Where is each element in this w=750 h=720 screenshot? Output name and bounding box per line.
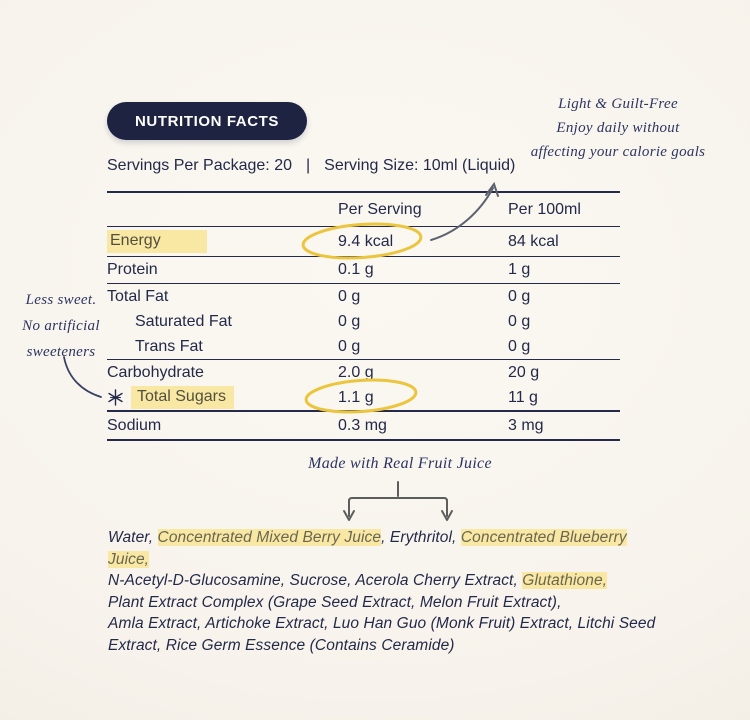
row-label-total-sugars: Total Sugars	[131, 386, 234, 409]
protein-per-serving: 0.1 g	[338, 261, 374, 278]
table-row	[107, 309, 620, 334]
note-line: No artificial	[22, 318, 100, 334]
ingredients-line	[108, 570, 656, 592]
table-header-row	[107, 193, 620, 227]
row-label-saturated-fat: Saturated Fat	[135, 312, 232, 330]
ingredient-highlighted: Concentrated Mixed Berry Juice	[157, 529, 382, 546]
total-fat-per-100ml: 0 g	[508, 287, 531, 305]
table-row	[107, 257, 620, 284]
total-sugars-per-serving: 1.1 g	[338, 388, 374, 406]
sodium-per-100ml: 3 mg	[508, 416, 544, 434]
column-header-per-100ml: Per 100ml	[508, 200, 581, 218]
trans-fat-per-serving: 0 g	[338, 337, 361, 355]
total-sugars-per-100ml: 11 g	[508, 388, 538, 406]
note-real-fruit-juice: Made with Real Fruit Juice	[308, 455, 492, 472]
saturated-fat-per-100ml: 0 g	[508, 312, 531, 330]
nutrition-facts-badge-label: NUTRITION FACTS	[135, 112, 279, 130]
sodium-per-serving: 0.3 mg	[338, 416, 387, 434]
note-line: Light & Guilt-Free	[558, 96, 678, 112]
serving-size: Serving Size: 10ml (Liquid)	[324, 157, 516, 174]
protein-per-100ml: 1 g	[508, 261, 531, 278]
row-label-sodium: Sodium	[107, 416, 162, 434]
note-line: Less sweet.	[25, 292, 97, 308]
row-label-protein: Protein	[107, 261, 158, 278]
ingredients-line	[108, 635, 656, 657]
table-row	[107, 360, 620, 385]
row-label-trans-fat: Trans Fat	[135, 337, 203, 355]
table-row	[107, 334, 620, 360]
table-row	[107, 385, 620, 412]
saturated-fat-per-serving: 0 g	[338, 312, 361, 330]
ingredient-text: Amla Extract, Artichoke Extract, Luo Han Guo (Monk Fruit) Extract, Litchi Seed	[108, 615, 656, 632]
serving-info-separator: |	[306, 157, 311, 174]
ingredient-highlighted: Glutathione,	[522, 572, 608, 589]
note-line: Enjoy daily without	[556, 120, 680, 136]
energy-per-100ml: 84 kcal	[508, 232, 559, 250]
ingredient-highlighted: Concentrated Blueberry Juice,	[108, 529, 627, 568]
ingredients-line	[108, 613, 656, 635]
row-label-total-fat: Total Fat	[107, 287, 169, 305]
servings-per-package: Servings Per Package: 20	[107, 157, 292, 174]
ingredients-line	[108, 592, 656, 614]
note-less-sweet	[10, 287, 112, 365]
asterisk-icon	[107, 389, 124, 406]
trans-fat-per-100ml: 0 g	[508, 337, 531, 355]
column-header-per-serving: Per Serving	[338, 200, 422, 218]
ingredients-line	[108, 527, 656, 570]
ingredients-list	[108, 527, 656, 656]
note-light-guilt-free	[498, 92, 738, 164]
note-line: affecting your calorie goals	[530, 144, 706, 160]
row-label-carbohydrate: Carbohydrate	[107, 363, 204, 381]
carbohydrate-per-serving: 2.0 g	[338, 363, 374, 381]
note-line: sweeteners	[26, 344, 96, 360]
row-label-energy: Energy	[107, 230, 207, 253]
ingredient-text: Water,	[108, 529, 158, 546]
carbohydrate-per-100ml: 20 g	[508, 363, 540, 381]
ingredient-text: N-Acetyl-D-Glucosamine, Sucrose, Acerola Cherry Extract,	[108, 572, 523, 589]
table-row	[107, 412, 620, 439]
branch-arrow-icon	[344, 482, 452, 520]
total-fat-per-serving: 0 g	[338, 287, 361, 305]
ingredient-text: Plant Extract Complex (Grape Seed Extract, Melon Fruit Extract),	[108, 593, 562, 611]
nutrition-table	[107, 191, 620, 441]
ingredient-text: , Erythritol,	[381, 529, 461, 546]
table-row	[107, 227, 620, 257]
ingredient-text: Extract, Rice Germ Essence (Contains Ceramide)	[108, 636, 455, 654]
energy-per-serving: 9.4 kcal	[338, 232, 394, 250]
nutrition-facts-badge	[107, 102, 307, 140]
serving-info	[107, 157, 515, 175]
table-row	[107, 284, 620, 309]
